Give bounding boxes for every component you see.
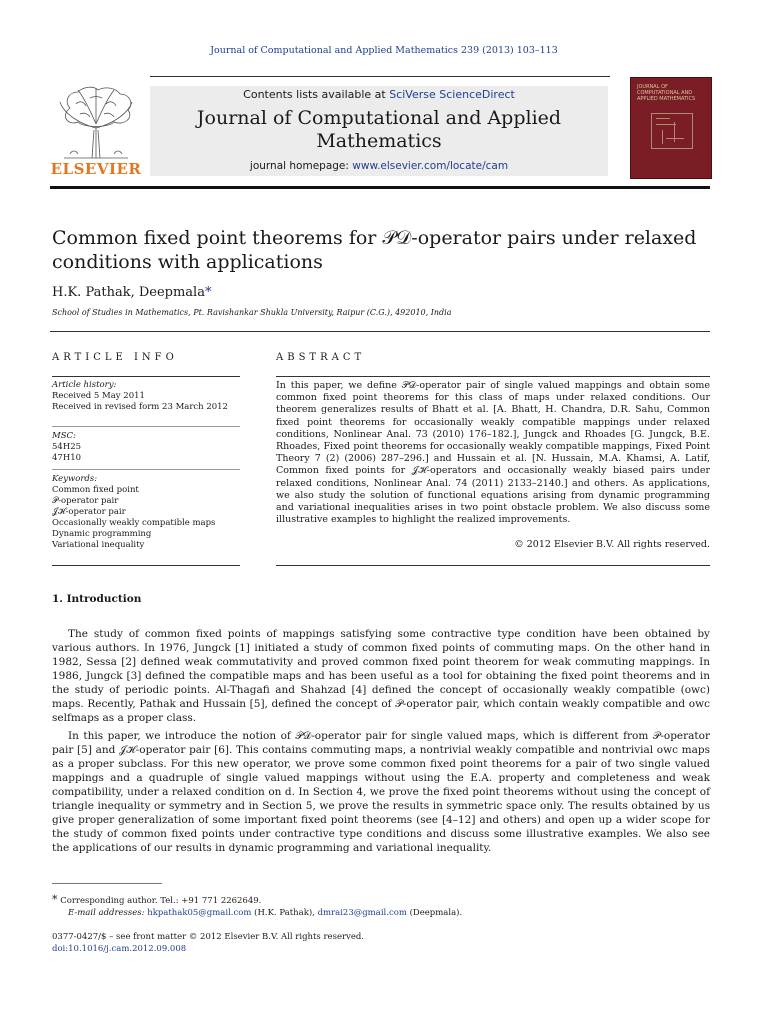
homepage-prefix: journal homepage:: [249, 160, 353, 172]
publisher-name: ELSEVIER: [50, 160, 142, 178]
keyword: Occasionally weakly compatible maps: [52, 518, 216, 528]
abstract-text: In this paper, we define 𝒫𝒟-operator pair of single valued mappings and obtain some common fixed point theorems for this class of maps under relaxed conditions. Our theorem generalizes results of Bhatt et al. [A. Bhatt, H. Chandra, D.R. Sahu, Common fixed point theorems for occasionally weakly compatible mappings under relaxed conditions, Nonlinear Anal. 73 (2010) 176–182.], Jungck and Rhoades [G. Jungck, B.E. Rhoades, Fixed point theorems for occasionally weakly compatible mappings, Fixed Point Theory 7 (2) (2006) 287–296.] and Hussain et al. [N. Hussain, M.A. Khamsi, A. Latif, Common fixed points for 𝒥ℋ-operators and occasionally weakly biased pairs under relaxed conditions, Nonlinear Anal. 74 (2011) 2133–2140.] and others. As applications, we also study the solution of functional equations arising from dynamic programming and variational inequalities arises in two point obstacle problem. We also discuss some illustrative examples to highlight the realized improvements.: [276, 380, 710, 526]
header-rule-top: [150, 76, 610, 77]
abstract-heading: ABSTRACT: [276, 352, 366, 363]
keyword: Common fixed point: [52, 485, 139, 495]
contents-prefix: Contents lists available at: [243, 88, 390, 101]
author-list: [52, 285, 211, 300]
email-link-deepmala[interactable]: dmrai23@gmail.com: [317, 908, 407, 918]
email-owner: (H.K. Pathak),: [254, 908, 315, 918]
journal-header-box: [150, 86, 608, 176]
journal-cover-image: [630, 77, 712, 179]
email-link-pathak[interactable]: hkpathak05@gmail.com: [147, 908, 252, 918]
section-heading-introduction: 1. Introduction: [52, 593, 142, 605]
sciencedirect-link[interactable]: SciVerse ScienceDirect: [389, 88, 515, 101]
footnote-rule: [52, 883, 162, 884]
journal-citation[interactable]: Journal of Computational and Applied Mathematics 239 (2013) 103–113: [210, 45, 558, 56]
article-title: Common fixed point theorems for 𝒫𝒟-operator pairs under relaxed conditions with applications: [52, 227, 697, 273]
article-info-rule-2: [52, 426, 240, 427]
contents-line: [150, 88, 608, 101]
article-info-rule-4: [52, 565, 240, 566]
footnote-mark: *: [52, 893, 58, 906]
intro-paragraph-1: The study of common fixed points of mappings satisfying some contractive type condition have been obtained by various authors. In 1976, Jungck [1] initiated a study of common fixed points of commuting maps. On the other hand in 1982, Sessa [2] defined weak commutativity and proved common fixed point theorem for weak commuting mappings. In 1986, Jungck [3] defined the compatible maps and has been useful as a tool for obtaining the fixed point theorems and in the study of periodic points. Al-Thagafi and Shahzad [4] defined the concept of occasionally weakly compatible (owc) maps. Recently, Pathak and Hussain [5], defined the concept of 𝒫-operator pair, which contain weakly compatible and owc selfmaps as a proper class.: [52, 628, 710, 724]
homepage-line: [150, 160, 608, 172]
journal-title: Journal of Computational and Applied Mathematics: [196, 107, 562, 152]
email-addresses: [68, 907, 462, 919]
article-info-rule-3: [52, 469, 240, 470]
revised-date: Received in revised form 23 March 2012: [52, 402, 228, 412]
keywords-label: Keywords:: [52, 474, 98, 484]
article-info-heading: ARTICLE INFO: [52, 352, 178, 363]
intro-paragraph-2: In this paper, we introduce the notion of 𝒫𝒟-operator pair for single valued maps, which is different from 𝒫-operator pair [5] and 𝒥ℋ-operator pair [6]. This contains commuting maps, a nontrivial weakly compatible and nontrivial owc maps as a proper subclass. For this new operator, we prove some common fixed point theorems for a pair of two single valued mappings and a quadruple of single valued mappings without using the E.A. property and completeness and weak compatibility, under a relaxed condition on d. In Section 4, we prove the fixed point theorems without using the concept of triangle inequality or symmetry and in Section 5, we prove the results in symmetric space only. The results obtained by us give proper generalization of some important fixed point theorems (see [4–12] and others) and open up a wider scope for the study of common fixed points under contractive type conditions and discuss some illustrative examples. We also see the applications of our results in dynamic programming and variational inequality.: [52, 730, 710, 854]
msc-code: 47H10: [52, 453, 82, 463]
article-info-rule-1: [52, 376, 240, 377]
homepage-link[interactable]: www.elsevier.com/locate/cam: [352, 160, 509, 172]
author-names: H.K. Pathak, Deepmala: [52, 285, 205, 300]
abstract-rule-top: [276, 376, 710, 377]
keyword: Dynamic programming: [52, 529, 152, 539]
email-owner: (Deepmala).: [409, 908, 463, 918]
keyword: 𝒥ℋ-operator pair: [52, 507, 126, 517]
msc-codes: [52, 431, 81, 464]
author-affiliation: School of Studies in Mathematics, Pt. Ravishankar Shukla University, Raipur (C.G.), 492010, India: [52, 308, 452, 317]
header-rule-bottom: [50, 186, 710, 189]
doi-link[interactable]: doi:10.1016/j.cam.2012.09.008: [52, 944, 187, 954]
abstract-copyright: © 2012 Elsevier B.V. All rights reserved.: [514, 539, 710, 550]
keyword: 𝒫-operator pair: [52, 496, 119, 506]
keyword: Variational inequality: [52, 540, 145, 550]
affiliation-rule: [50, 331, 710, 332]
email-label: E-mail addresses:: [68, 908, 145, 918]
msc-label: MSC:: [52, 431, 76, 441]
msc-code: 54H25: [52, 442, 82, 452]
corresponding-author-note: [52, 894, 261, 907]
abstract-rule-bottom: [276, 565, 710, 566]
corresponding-text: Corresponding author. Tel.: +91 771 2262649.: [60, 896, 262, 906]
history-label: Article history:: [52, 380, 117, 390]
corresponding-author-mark[interactable]: *: [204, 285, 212, 300]
received-date: Received 5 May 2011: [52, 391, 145, 401]
keywords: [52, 474, 215, 551]
cover-title: JOURNAL OF COMPUTATIONAL AND APPLIED MATHEMATICS: [637, 84, 696, 102]
cover-emblem: [651, 113, 693, 149]
issn-line: 0377-0427/$ – see front matter © 2012 Elsevier B.V. All rights reserved.: [52, 932, 365, 942]
article-history: [52, 380, 228, 413]
